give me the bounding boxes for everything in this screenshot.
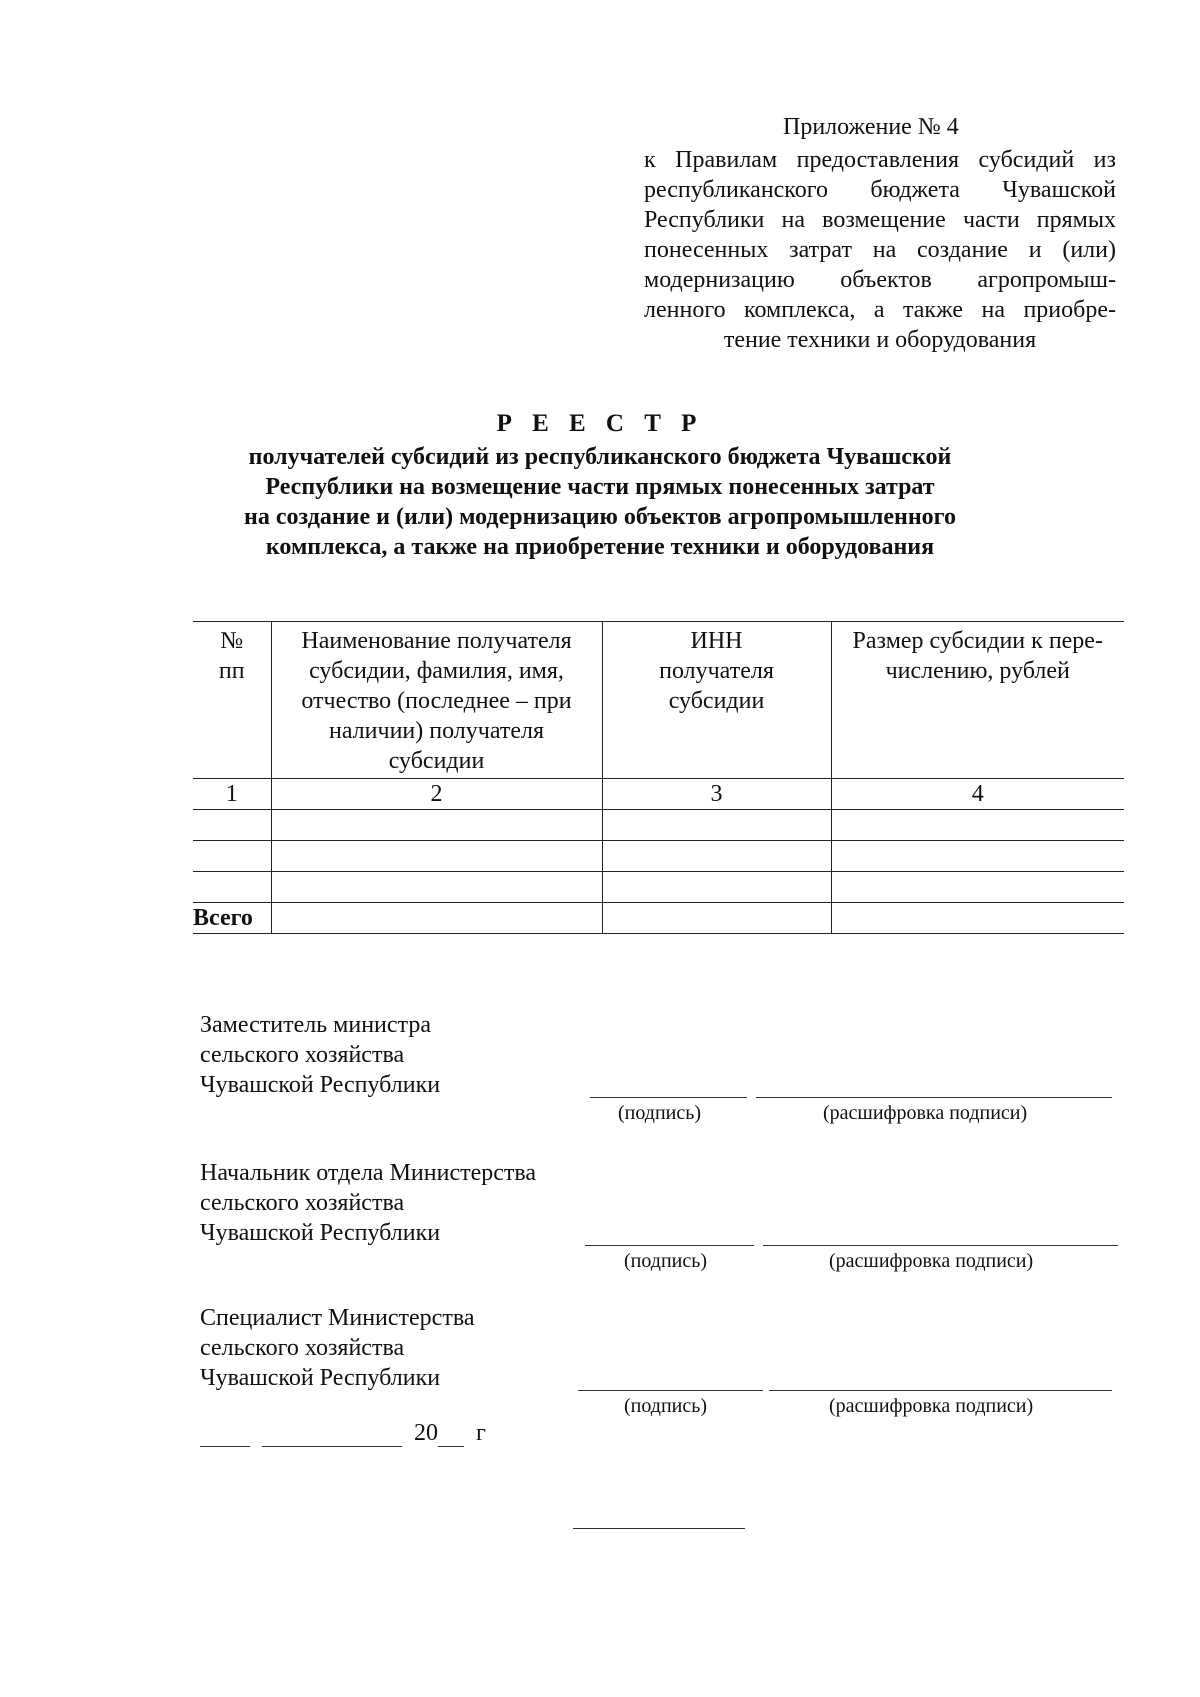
signature-caption: (подпись) [624, 1395, 708, 1417]
table-column-numbers-row [193, 779, 1124, 810]
header-cell-inn: ИНН получателя субсидии [602, 622, 831, 779]
table-cell [831, 903, 1124, 934]
footer-separator [573, 1528, 745, 1529]
date-suffix: г [476, 1420, 486, 1446]
column-number: 3 [602, 779, 831, 810]
signature-decode-line [769, 1390, 1112, 1391]
column-number: 4 [831, 779, 1124, 810]
table-cell [831, 841, 1124, 872]
total-label: Всего [193, 903, 271, 934]
position-line: Заместитель министра [200, 1012, 431, 1038]
date-year-blank [438, 1424, 464, 1447]
table-cell [602, 841, 831, 872]
signatory-position-department-head [200, 1158, 536, 1248]
header-cell-amount: Размер субсидии к пере-числению, рублей [831, 622, 1124, 779]
signature-caption: (подпись) [618, 1102, 702, 1124]
date-field [200, 1420, 486, 1447]
table-cell [602, 810, 831, 841]
register-table [193, 621, 1124, 934]
position-line: Начальник отдела Министерства [200, 1160, 537, 1186]
position-line: Чувашской Республики [200, 1365, 441, 1391]
position-line: Специалист Министерства [200, 1305, 475, 1331]
table-cell [193, 810, 271, 841]
signature-line [585, 1245, 754, 1246]
table-cell [271, 903, 602, 934]
appendix-line: республиканского бюджета Чувашской [644, 177, 1116, 203]
date-day-blank [200, 1424, 250, 1447]
position-line: сельского хозяйства [200, 1042, 405, 1068]
position-line: Чувашской Республики [200, 1072, 441, 1098]
decode-caption: (расшифровка подписи) [829, 1250, 1034, 1272]
signature-line [578, 1390, 763, 1391]
appendix-reference [644, 145, 1116, 355]
register-heading: Р Е Е С Т Р [496, 410, 704, 437]
subtitle-line: на создание и (или) модернизацию объектов агропромышленного [244, 504, 956, 530]
table-cell [271, 872, 602, 903]
subtitle-line: Республики на возмещение части прямых понесенных затрат [265, 474, 935, 500]
register-subtitle [200, 442, 1000, 562]
table-total-row [193, 903, 1124, 934]
table-cell [602, 903, 831, 934]
signatory-position-specialist [200, 1303, 475, 1393]
position-line: сельского хозяйства [200, 1335, 405, 1361]
table-row [193, 810, 1124, 841]
column-number: 2 [271, 779, 602, 810]
table-cell [193, 872, 271, 903]
signatory-position-deputy-minister [200, 1010, 440, 1100]
decode-caption: (расшифровка подписи) [823, 1102, 1028, 1124]
signature-caption: (подпись) [624, 1250, 708, 1272]
table-cell [193, 841, 271, 872]
signature-line [590, 1097, 747, 1098]
table-row [193, 872, 1124, 903]
header-cell-number: № пп [193, 622, 271, 779]
appendix-line: тение техники и оборудования [723, 327, 1037, 353]
signature-decode-line [756, 1097, 1112, 1098]
table-cell [602, 872, 831, 903]
header-cell-recipient: Наименование получателя субсидии, фамилия, имя, отчество (последнее – при наличии) получателя субсидии [271, 622, 602, 779]
position-line: сельского хозяйства [200, 1190, 405, 1216]
appendix-line: модернизацию объектов агропромыш- [644, 267, 1116, 293]
date-month-blank [262, 1424, 402, 1447]
column-number: 1 [193, 779, 271, 810]
subtitle-line: получателей субсидий из республиканского бюджета Чувашской [248, 444, 952, 470]
appendix-line: ленного комплекса, а также на приобре- [644, 297, 1116, 323]
appendix-line: к Правилам предоставления субсидий из [644, 147, 1116, 173]
table-header-row [193, 622, 1124, 779]
subtitle-line: комплекса, а также на приобретение техники и оборудования [265, 534, 935, 560]
table-cell [271, 841, 602, 872]
position-line: Чувашской Республики [200, 1220, 441, 1246]
table-cell [831, 872, 1124, 903]
table-row [193, 841, 1124, 872]
appendix-line: понесенных затрат на создание и (или) [644, 237, 1116, 263]
date-year-prefix: 20 [414, 1420, 438, 1446]
decode-caption: (расшифровка подписи) [829, 1395, 1034, 1417]
table-cell [271, 810, 602, 841]
appendix-line: Республики на возмещение части прямых [644, 207, 1116, 233]
signature-decode-line [763, 1245, 1118, 1246]
appendix-title: Приложение № 4 [783, 114, 959, 140]
table-cell [831, 810, 1124, 841]
